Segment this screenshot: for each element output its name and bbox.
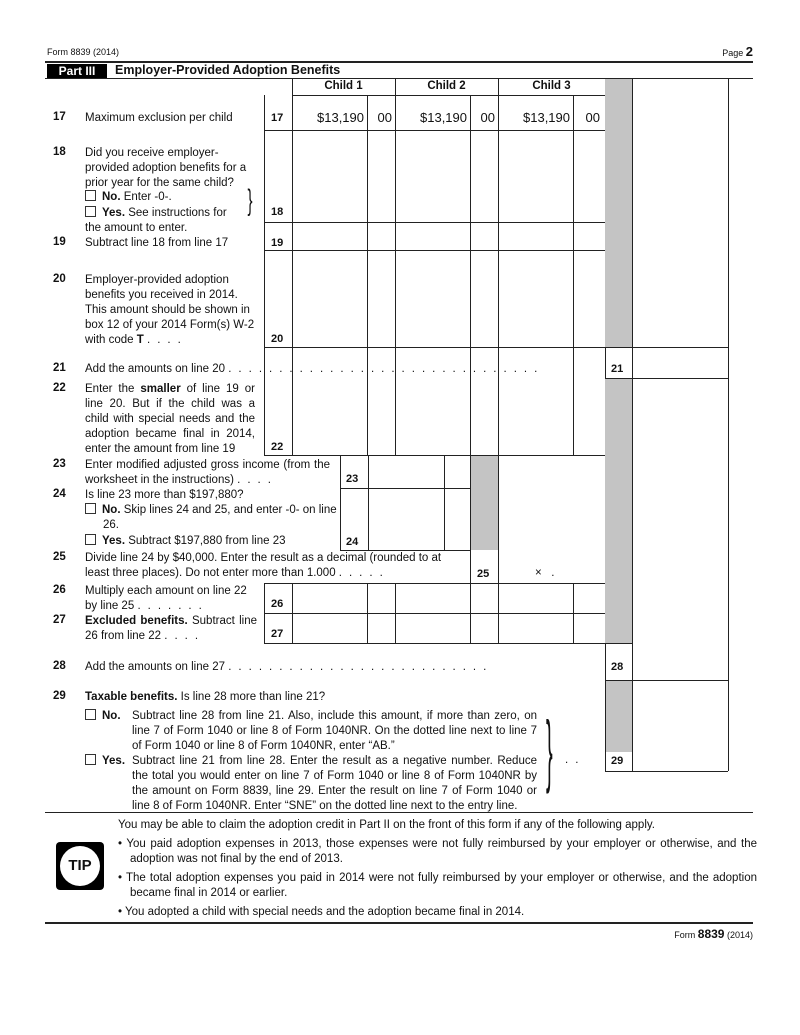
bold-text: Taxable benefits. (85, 691, 178, 703)
text: Multiply each amount on line 22 by line 25 (85, 585, 247, 612)
line-number: 25 (53, 551, 66, 563)
column-child-2: Child 2 (427, 80, 466, 92)
box-label: 23 (346, 473, 359, 485)
text: Divide line 24 by $40,000. Enter the result as a decimal (rounded to at least three places). Do not enter more than 1.000 (85, 552, 442, 579)
shaded-cell (605, 78, 632, 347)
line-23-text: Enter modified adjusted gross income (from the worksheet in the instructions) .... (85, 459, 330, 486)
rule (470, 95, 471, 455)
rule (264, 643, 632, 644)
rule (264, 95, 265, 455)
line-number: 29 (53, 690, 66, 702)
line-26-text: Multiply each amount on line 22 by line 25 ....... (85, 585, 247, 612)
footer-number: 8839 (697, 927, 725, 941)
brace-icon: } (546, 705, 553, 794)
line-17-child-2-cents[interactable]: 00 (480, 110, 495, 125)
box-label: 18 (271, 206, 284, 218)
rule (632, 78, 633, 771)
rule (292, 95, 605, 96)
rule (395, 95, 396, 455)
rule (264, 583, 265, 643)
tip-icon (56, 842, 104, 890)
no-label: No. (102, 191, 121, 203)
line-22-text (85, 382, 255, 457)
rule (264, 347, 728, 348)
line-24-no (85, 503, 348, 533)
line-25-value[interactable]: × . (535, 567, 555, 579)
rule (728, 78, 729, 771)
page-number: 2 (745, 44, 753, 59)
checkbox[interactable] (85, 754, 96, 765)
line-number: 27 (53, 614, 66, 626)
rule (264, 130, 605, 131)
rule (368, 455, 369, 550)
line-number: 28 (53, 660, 66, 672)
rule (340, 488, 470, 489)
line-number: 21 (53, 362, 66, 374)
text: Add the amounts on line 27 (85, 661, 226, 673)
rule (367, 95, 368, 455)
part-title: Employer-Provided Adoption Benefits (115, 63, 341, 77)
footer-label: Form (674, 930, 696, 940)
yes-text: Subtract $197,880 from line 23 (128, 535, 286, 547)
box-label: 20 (271, 333, 284, 345)
text: Is line 28 more than line 21? (180, 691, 326, 703)
line-number: 23 (53, 458, 66, 470)
rule (498, 95, 499, 455)
rule (605, 680, 728, 681)
form-label: Form 8839 (2014) (47, 47, 120, 57)
part-tag: Part III (47, 64, 107, 78)
line-27-text: Excluded benefits. Subtract line 26 from line 22 .... (85, 615, 257, 642)
rule (264, 613, 605, 614)
rule (264, 250, 605, 251)
rule (470, 583, 471, 643)
footer-form (674, 927, 753, 941)
rule (292, 583, 293, 643)
box-label: 17 (271, 112, 284, 124)
line-25-text: Divide line 24 by $40,000. Enter the result as a decimal (rounded to at least three places). Do not enter more than 1.000 ..... (85, 552, 442, 579)
footer-year: (2014) (726, 930, 753, 940)
line-18-no (85, 190, 172, 205)
no-label: No. (102, 504, 121, 516)
rule (605, 643, 606, 771)
rule (45, 78, 753, 79)
rule (292, 95, 293, 455)
box-label: 25 (477, 568, 490, 580)
checkbox[interactable] (85, 206, 96, 217)
column-child-1: Child 1 (324, 80, 363, 92)
rule (573, 95, 574, 455)
yes-text: See instructions for the amount to enter. (85, 207, 227, 234)
line-17-child-3-amount[interactable]: $13,190 (523, 110, 570, 125)
bold-text: Excluded benefits. (85, 615, 188, 627)
leader-dots: .. (565, 754, 586, 766)
box-label: 29 (611, 755, 624, 767)
no-text: Enter -0-. (123, 191, 172, 203)
tip-badge: TIP (60, 846, 100, 886)
code: T (136, 334, 144, 346)
box-label: 21 (611, 363, 624, 375)
text: Enter modified adjusted gross income (from the worksheet in the instructions) (85, 459, 330, 486)
line-19-text: Subtract line 18 from line 17 (85, 237, 229, 249)
line-number: 19 (53, 236, 66, 248)
bold-text: smaller (140, 383, 181, 395)
text: of line 19 or line 20. But if the child was a child with special needs and the adoption became final in 2014, enter the amount from line 19 (85, 383, 255, 455)
line-20-text: Employer-provided adoption benefits you received in 2014. This amount should be shown in box 12 of your 2014 Form(s) W-2 with code T .... (85, 274, 255, 346)
line-28-text: Add the amounts on line 27 .......................... (85, 661, 494, 673)
rule (395, 583, 396, 643)
rule (45, 922, 753, 924)
rule (264, 222, 605, 223)
text: Subtract line 26 from line 22 (85, 615, 257, 642)
page-indicator (722, 44, 753, 59)
line-17-child-1-cents[interactable]: 00 (377, 110, 392, 125)
line-29-no-text: Subtract line 28 from line 21. Also, include this amount, if more than zero, on line 7 of Form 1040 or line 8 of Form 1040NR. On the dotted line next to line 7 of Form 1040 or line 8 of Form 1040NR, enter “AB.” (132, 710, 537, 752)
rule (605, 378, 728, 379)
rule (367, 583, 368, 643)
tip-bullet: • The total adoption expenses you paid in 2014 were not fully reimbursed by your employer or otherwise, and the adoption became final in 2014 or earlier. (118, 872, 757, 899)
rule (605, 347, 606, 378)
rule (573, 583, 574, 643)
page-label: Page (722, 48, 744, 58)
bullet-text: The total adoption expenses you paid in 2014 were not fully reimbursed by your employer or otherwise, and the adoption became final in 2014 or earlier. (125, 872, 757, 899)
no-text: Skip lines 24 and 25, and enter -0- on line 26. (103, 504, 337, 531)
rule (470, 455, 471, 583)
box-label: 26 (271, 598, 284, 610)
yes-label: Yes. (102, 535, 126, 547)
checkbox[interactable] (85, 503, 96, 514)
line-18-text: Did you receive employer-provided adoption benefits for a prior year for the same child? (85, 147, 247, 189)
box-label: 19 (271, 237, 284, 249)
box-label: 27 (271, 628, 284, 640)
line-24-text: Is line 23 more than $197,880? (85, 489, 244, 501)
line-29-no (85, 709, 121, 724)
no-label: No. (102, 710, 121, 722)
line-number: 24 (53, 488, 66, 500)
text: Add the amounts on line 20 (85, 363, 226, 375)
line-number: 26 (53, 584, 66, 596)
column-child-3: Child 3 (532, 80, 571, 92)
text: Enter the (85, 383, 135, 395)
line-number: 20 (53, 273, 66, 285)
box-label: 24 (346, 536, 359, 548)
line-17-child-2-amount[interactable]: $13,190 (420, 110, 467, 125)
line-29-yes-text: Subtract line 21 from line 28. Enter the result as a negative number. Reduce the total you would enter on line 7 of Form 1040 or line 8 of Form 1040NR by the amount on Form 8839, line 29. Enter the result on line 7 of Form 1040 or line 8 of Form 1040NR. Enter “SNE” on the dotted line next to the entry line. (132, 755, 537, 812)
line-24-yes (85, 534, 286, 549)
line-number: 17 (53, 111, 66, 123)
checkbox[interactable] (85, 709, 96, 720)
line-17-text: Maximum exclusion per child (85, 112, 233, 124)
line-18-yes (85, 206, 245, 236)
shaded-cell (605, 378, 632, 643)
line-number: 18 (53, 146, 66, 158)
rule (498, 455, 499, 583)
box-label: 22 (271, 441, 284, 453)
shaded-cell (605, 681, 632, 752)
line-17-child-1-amount[interactable]: $13,190 (317, 110, 364, 125)
box-label: 28 (611, 661, 624, 673)
line-number: 22 (53, 382, 66, 394)
rule (498, 583, 499, 643)
rule (444, 455, 445, 550)
tip-bullet: • You adopted a child with special needs and the adoption became final in 2014. (118, 906, 525, 918)
rule (264, 583, 605, 584)
line-21-text: Add the amounts on line 20 ............................... (85, 363, 545, 375)
bullet-text: You adopted a child with special needs and the adoption became final in 2014. (125, 906, 525, 918)
line-29-text (85, 690, 325, 705)
rule (605, 771, 728, 772)
line-17-child-3-cents[interactable]: 00 (585, 110, 600, 125)
checkbox[interactable] (85, 534, 96, 545)
tip-bullet: • You paid adoption expenses in 2013, those expenses were not fully reimbursed by your employer or otherwise, and the adoption was not final by the end of 2013. (118, 838, 757, 865)
bullet-text: You paid adoption expenses in 2013, those expenses were not fully reimbursed by your employer or otherwise, and the adoption was not final by the end of 2013. (126, 838, 757, 865)
yes-label: Yes. (102, 207, 126, 219)
text: Employer-provided adoption benefits you received in 2014. This amount should be shown in box 12 of your 2014 Form(s) W-2 with code (85, 274, 255, 346)
brace-icon: } (247, 184, 253, 217)
rule (264, 455, 605, 456)
tip-intro: You may be able to claim the adoption credit in Part II on the front of this form if any of the following apply. (118, 819, 655, 831)
yes-label: Yes. (102, 755, 126, 767)
checkbox[interactable] (85, 190, 96, 201)
line-29-yes (85, 754, 125, 769)
shaded-cell (470, 456, 498, 550)
